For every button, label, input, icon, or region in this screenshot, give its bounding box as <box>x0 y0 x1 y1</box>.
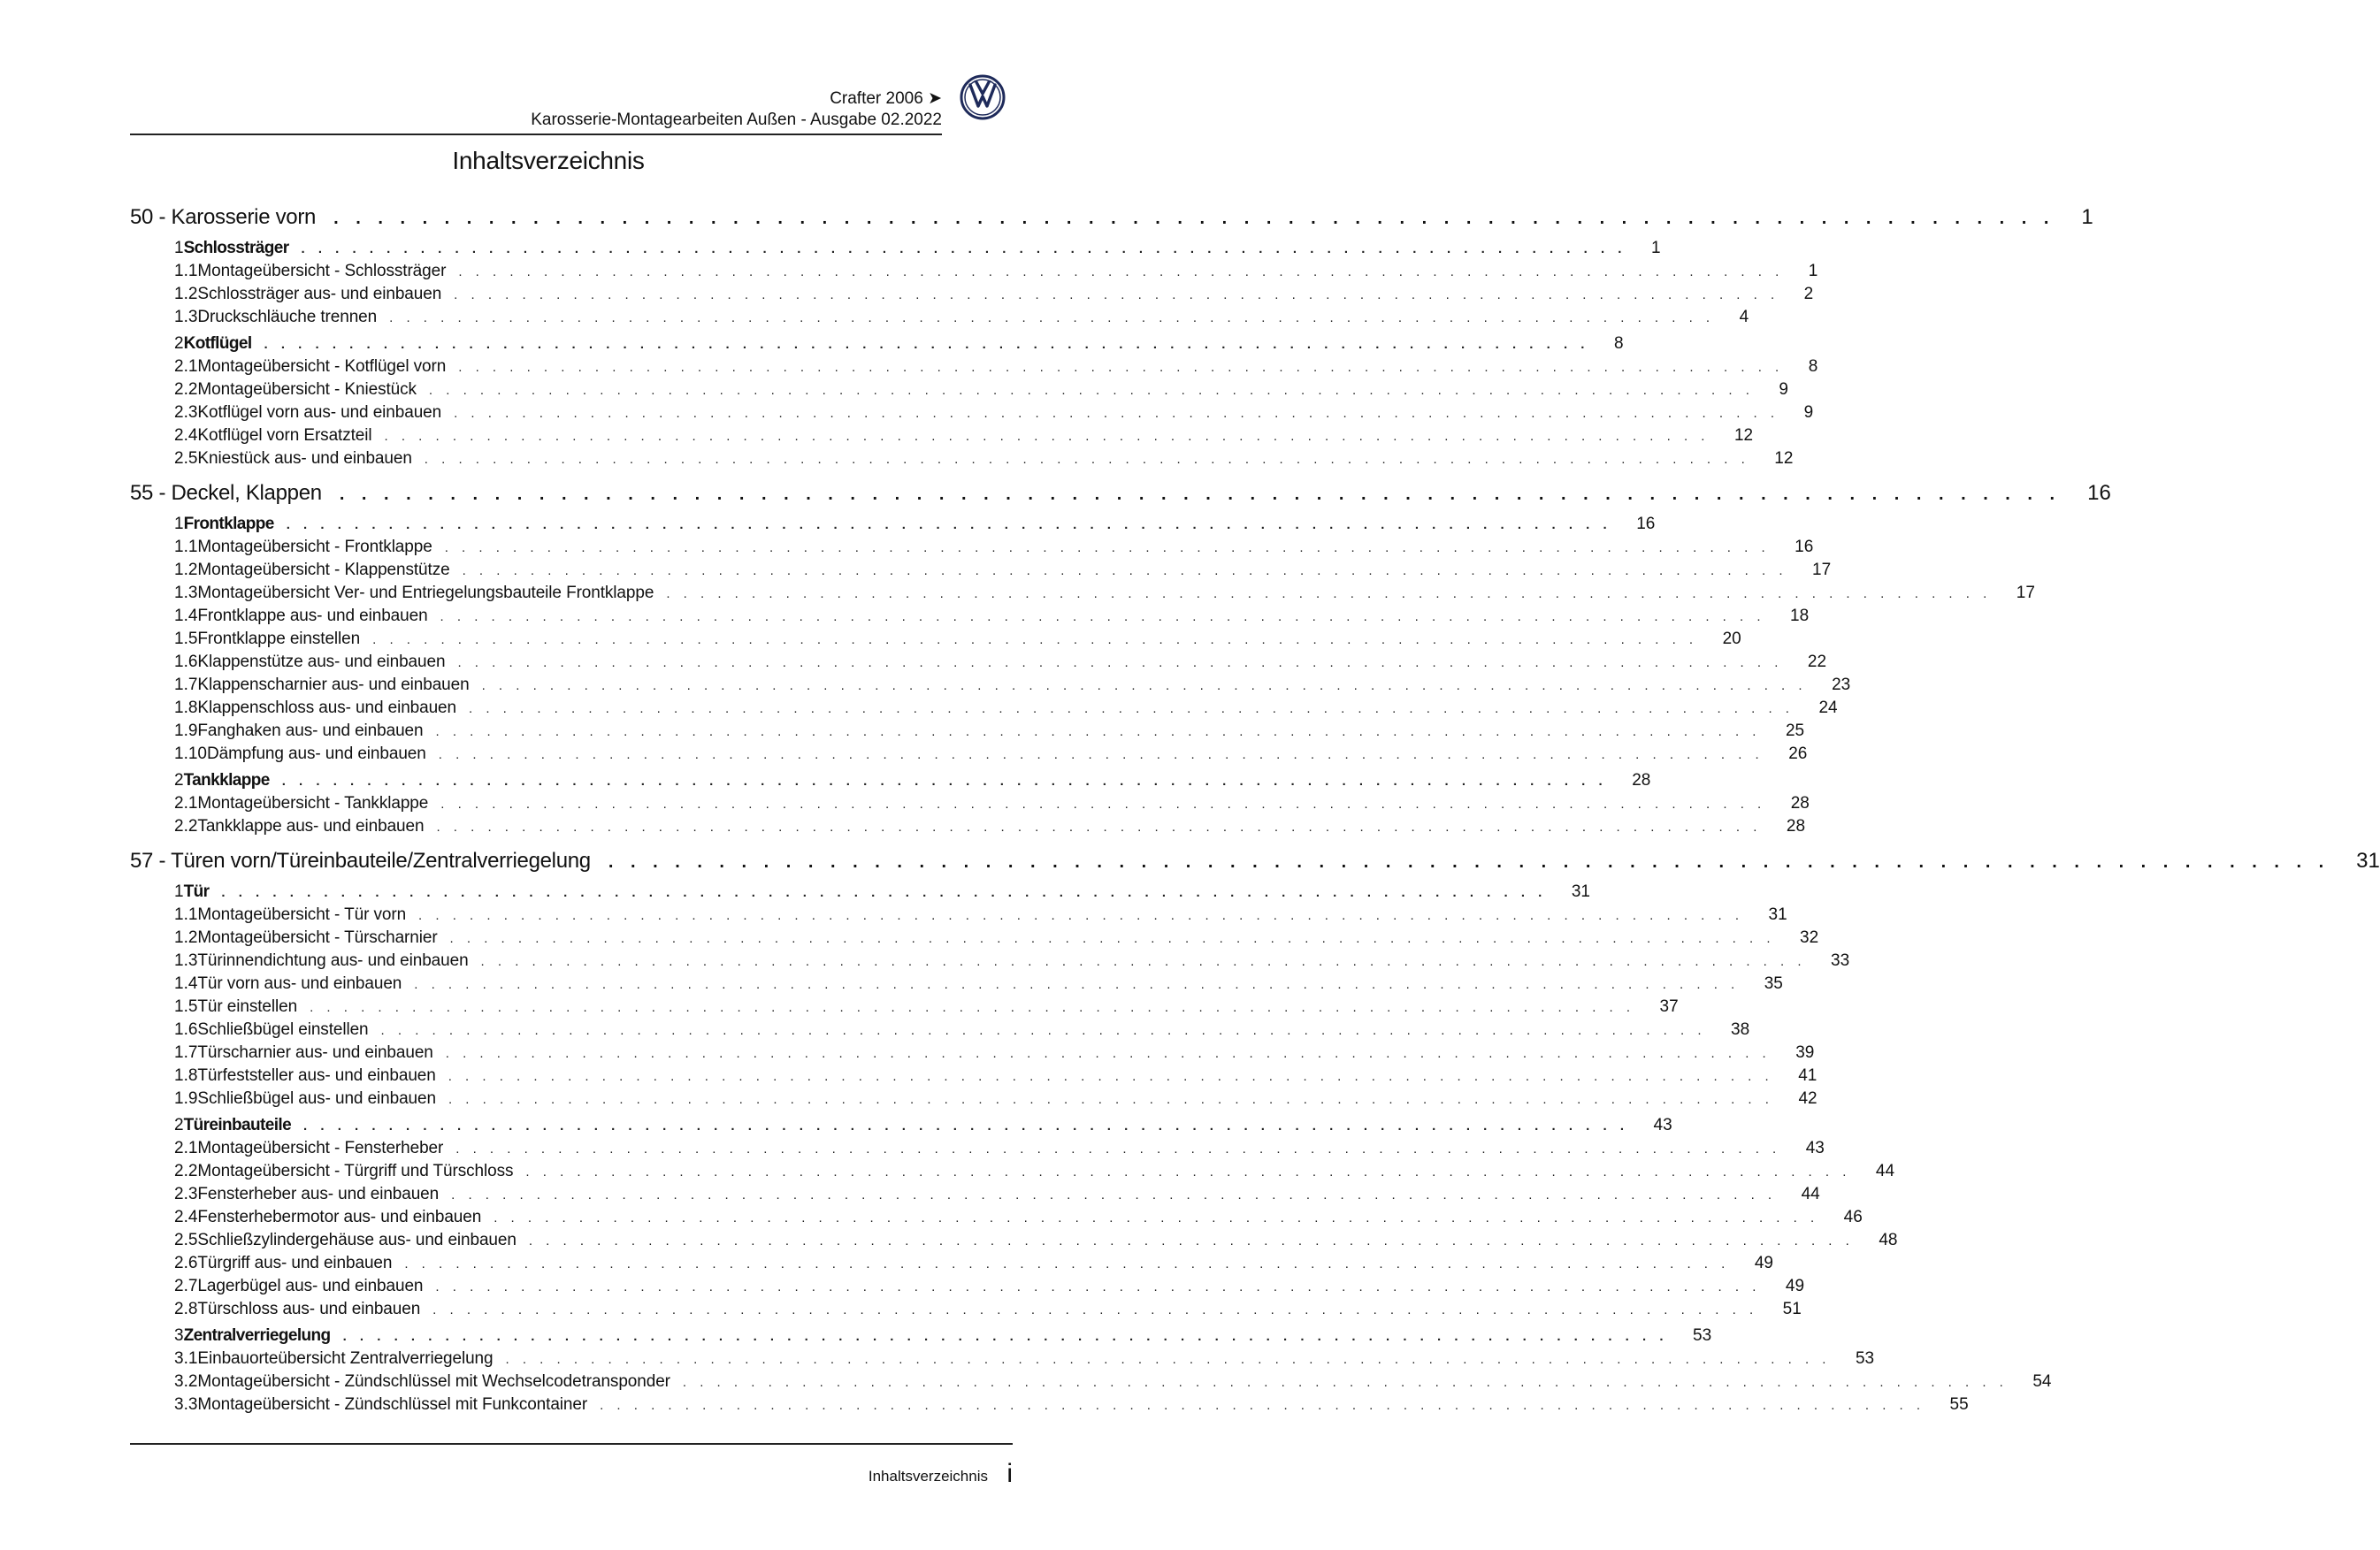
toc-leader-dots: . . . . . . . . . . . . . . . . . . . . . . . . . . . . . . . . . . . . . . . . . . . . . . . . . . . . . . . . . . . . . . . . . . . . . . . . . . . . . . <box>666 586 1992 601</box>
toc-section-number: 1 <box>174 515 184 533</box>
toc-leader-dots: . . . . . . . . . . . . . . . . . . . . . . . . . . . . . . . . . . . . . . . . . . . . . . . . . . . . . . . . . . . . . . . . . . . . . . . . . . . . . . <box>440 609 1766 624</box>
toc-subsection-page: 48 <box>1879 1231 1898 1249</box>
toc-section[interactable] <box>174 771 1651 794</box>
toc-section-number: 1 <box>174 239 184 257</box>
toc-subsection-page: 33 <box>1831 951 1850 970</box>
toc-subsection-title: Schließbügel aus- und einbauen <box>197 1089 436 1108</box>
toc-subsection-number: 1.8 <box>174 1066 198 1085</box>
toc-subsection-number: 1.2 <box>174 928 198 947</box>
toc-subsection-number: 2.1 <box>174 794 198 813</box>
toc-section-number: 3 <box>174 1326 184 1345</box>
toc-subsection-title: Fanghaken aus- und einbauen <box>197 722 424 740</box>
toc-section-page: 28 <box>1632 771 1651 790</box>
toc-subsection-title: Druckschläuche trennen <box>197 308 378 326</box>
toc-leader-dots: . . . . . . . . . . . . . . . . . . . . . . . . . . . . . . . . . . . . . . . . . . . . . . . . . . . . . . . . . . . . . . . . . . . . . . . . . . . . . . <box>436 820 1762 835</box>
toc-subsection-page: 54 <box>2032 1372 2052 1391</box>
toc-subsection-page: 1 <box>1808 262 1818 280</box>
toc-chapter-label: 57 - Türen vorn/Türeinbauteile/Zentralverriegelung <box>130 849 591 873</box>
toc-leader-dots: . . . . . . . . . . . . . . . . . . . . . . . . . . . . . . . . . . . . . . . . . . . . . . . . . . . . . . . . . . . . . . . . . . . . . . . . . . . . . . <box>480 954 1807 969</box>
toc-subsection-number: 2.1 <box>174 1139 198 1157</box>
toc-leader-dots: . . . . . . . . . . . . . . . . . . . . . . . . . . . . . . . . . . . . . . . . . . . . . . . . . . . . . . . . . . . . . . . . . . . . . . . . . . . . . . <box>418 908 1744 923</box>
toc-subsection[interactable] <box>174 817 1806 840</box>
toc-subsection-number: 1.7 <box>174 676 198 694</box>
toc-section[interactable] <box>174 515 1656 538</box>
toc-subsection-title: Montageübersicht - Zündschlüssel mit Wechselcodetransponder <box>197 1372 670 1391</box>
toc-leader-dots: . . . . . . . . . . . . . . . . . . . . . . . . . . . . . . . . . . . . . . . . . . . . . . . . . . . . . . . . . . . . . . . . . . . . . . . . . . . . . . <box>481 678 1808 693</box>
toc-subsection[interactable] <box>174 426 1754 449</box>
toc-subsection-page: 4 <box>1739 308 1749 326</box>
toc-subsection-title: Montageübersicht - Tankklappe <box>197 794 429 813</box>
table-of-contents <box>130 205 2380 1418</box>
toc-leader-dots: . . . . . . . . . . . . . . . . . . . . . . . . . . . . . . . . . . . . . . . . . . . . . . . . . . . . . . . . . . . . . . . . . . . . . . . . . . . . . . <box>449 931 1776 946</box>
header-model: Crafter 2006 ➤ <box>830 89 942 108</box>
toc-subsection-number: 2.6 <box>174 1254 198 1272</box>
toc-subsection-number: 3.2 <box>174 1372 198 1391</box>
toc-section[interactable] <box>174 239 1661 262</box>
toc-subsection-page: 38 <box>1731 1020 1750 1039</box>
toc-leader-dots: . . . . . . . . . . . . . . . . . . . . . . . . . . . . . . . . . . . . . . . . . . . . . . . . . . . . . . . . . . . . . . . . . . . . . . . . . . . . . . <box>528 1233 1855 1248</box>
toc-subsection-number: 2.4 <box>174 1208 198 1226</box>
toc-leader-dots: . . . . . . . . . . . . . . . . . . . . . . . . . . . . . . . . . . . . . . . . . . . . . . . . . . . . . . . . . . . . . . . . . . . . . . . . . . . . . . <box>435 724 1761 739</box>
toc-subsection-title: Montageübersicht - Türscharnier <box>197 928 438 947</box>
toc-leader-dots: . . . . . . . . . . . . . . . . . . . . . . . . . . . . . . . . . . . . . . . . . . . . . . . . . . . . . . . . . . . . . . . . . . . . . . . . . . . . . . <box>462 563 1788 578</box>
toc-subsection[interactable] <box>174 676 1851 699</box>
toc-leader-dots: . . . . . . . . . . . . . . . . . . . . . . . . . . . . . . . . . . . . . . . . . . . . . . . . . . . . . . . . . . . . . . . . . . . . . . . . . . . . . . <box>469 701 1795 716</box>
toc-subsection[interactable] <box>174 1185 1820 1208</box>
toc-subsection-page: 32 <box>1800 928 1819 947</box>
toc-subsection-page: 46 <box>1843 1208 1863 1226</box>
toc-subsection[interactable] <box>174 1043 1815 1066</box>
toc-section-number: 2 <box>174 1116 184 1134</box>
toc-subsection[interactable] <box>174 285 1814 308</box>
toc-leader-dots: . . . . . . . . . . . . . . . . . . . . . . . . . . . . . . . . . . . . . . . . . . . . . . . . . . . . . . . . . . . . . . . . . . . . . . . . . . . . . . <box>682 1375 2009 1390</box>
toc-subsection[interactable] <box>174 584 2035 607</box>
toc-subsection-number: 2.2 <box>174 817 198 836</box>
toc-leader-dots: . . . . . . . . . . . . . . . . . . . . . . . . . . . . . . . . . . . . . . . . . . . . . . . . . . . . . . . . . . . . . . . . . . . . . . . . . . . . . . <box>380 1023 1706 1038</box>
toc-subsection[interactable] <box>174 538 1814 561</box>
toc-chapter-label: 55 - Deckel, Klappen <box>130 481 322 505</box>
toc-section-title: Türeinbauteile <box>183 1116 292 1134</box>
toc-subsection-page: 43 <box>1805 1139 1825 1157</box>
toc-subsection-page: 26 <box>1788 744 1808 763</box>
toc-subsection-title: Montageübersicht - Zündschlüssel mit Funkcontainer <box>197 1395 588 1414</box>
toc-section-title: Frontklappe <box>183 515 274 533</box>
toc-subsection-number: 1.1 <box>174 538 198 556</box>
toc-subsection-number: 1.4 <box>174 974 198 993</box>
toc-subsection-number: 1.4 <box>174 607 198 625</box>
toc-subsection-title: Schlossträger aus- und einbauen <box>197 285 442 303</box>
toc-subsection-page: 23 <box>1832 676 1851 694</box>
toc-leader-dots: . . . . . . . . . . . . . . . . . . . . . . . . . . . . . . . . . . . . . . . . . . . . . . . . . . . . . . . . . . . . . . . . . . . . . . . . . . . . . . <box>303 1119 1629 1134</box>
toc-leader-dots: . . . . . . . . . . . . . . . . . . . . . . . . . . . . . . . . . . . . . . . . . . . . . . . . . . . . . . . . . . . . . . . . . . . . . . . . . . . . . . <box>404 1256 1730 1271</box>
toc-subsection-number: 2.1 <box>174 357 198 376</box>
toc-leader-dots: . . . . . . . . . . . . . . . . . . . . . . . . . . . . . . . . . . . . . . . . . . . . . . . . . . . . . . . . . . . . . . . . . . . . . . . . . . . . . . <box>440 797 1766 812</box>
toc-subsection-number: 1.3 <box>174 308 198 326</box>
toc-section-title: Tür <box>183 882 210 901</box>
toc-subsection-number: 2.2 <box>174 380 198 399</box>
toc-subsection[interactable] <box>174 951 1850 974</box>
toc-subsection-number: 3.3 <box>174 1395 198 1414</box>
toc-chapter-page: 1 <box>2081 205 2093 229</box>
toc-subsection[interactable] <box>174 1349 1875 1372</box>
toc-subsection[interactable] <box>174 403 1814 426</box>
toc-subsection-title: Lagerbügel aus- und einbauen <box>197 1277 424 1295</box>
toc-subsection[interactable] <box>174 1066 1818 1089</box>
toc-leader-dots: . . . . . . . . . . . . . . . . . . . . . . . . . . . . . . . . . . . . . . . . . . . . . . . . . . . . . . . . . . . . . . . . . . . . . . . . . . . . . . <box>600 1398 1925 1413</box>
toc-subsection-title: Türinnendichtung aus- und einbauen <box>197 951 469 970</box>
toc-chapter[interactable] <box>130 205 2093 235</box>
toc-subsection-title: Kniestück aus- und einbauen <box>197 449 412 468</box>
toc-section-title: Tankklappe <box>183 771 270 790</box>
toc-subsection-page: 24 <box>1818 699 1838 717</box>
toc-leader-dots: . . . . . . . . . . . . . . . . . . . . . . . . . . . . . . . . . . . . . . . . . . . . . . . . . . . . . . . . . . . . . . . . . . . . . . . . . . . . . . <box>438 747 1764 762</box>
toc-subsection-number: 1.10 <box>174 744 207 763</box>
toc-leader-dots: . . . . . . . . . . . . . . . . . . . . . . . . . . . . . . . . . . . . . . . . . . . . . . . . . . . . . . . . . . . . . . . . . . . . . . . . . . . . . . <box>448 1092 1774 1107</box>
toc-subsection-title: Montageübersicht - Kniestück <box>197 380 417 399</box>
toc-subsection-number: 1.6 <box>174 1020 198 1039</box>
toc-subsection-title: Montageübersicht - Schlossträger <box>197 262 447 280</box>
toc-subsection-number: 1.5 <box>174 997 198 1016</box>
toc-section-number: 2 <box>174 334 184 353</box>
toc-subsection[interactable] <box>174 699 1838 722</box>
toc-subsection[interactable] <box>174 1162 1895 1185</box>
toc-subsection-number: 2.3 <box>174 403 198 422</box>
toc-subsection[interactable] <box>174 1372 2052 1395</box>
toc-subsection-title: Kotflügel vorn aus- und einbauen <box>197 403 442 422</box>
toc-subsection-number: 1.6 <box>174 653 198 671</box>
toc-subsection[interactable] <box>174 380 1788 403</box>
toc-subsection[interactable] <box>174 1254 1773 1277</box>
header-subtitle: Karosserie-Montagearbeiten Außen - Ausgabe 02.2022 <box>531 111 942 129</box>
footer-page-number: i <box>1006 1459 1013 1488</box>
toc-section[interactable] <box>174 882 1590 905</box>
toc-subsection-title: Klappenstütze aus- und einbauen <box>197 653 446 671</box>
toc-subsection-title: Tankklappe aus- und einbauen <box>197 817 425 836</box>
toc-subsection-title: Dämpfung aus- und einbauen <box>206 744 426 763</box>
toc-subsection[interactable] <box>174 1020 1750 1043</box>
toc-subsection-title: Montageübersicht - Klappenstütze <box>197 561 450 579</box>
toc-section-page: 1 <box>1650 239 1661 257</box>
toc-subsection-page: 42 <box>1798 1089 1818 1108</box>
toc-subsection-page: 41 <box>1798 1066 1818 1085</box>
toc-section-title: Zentralverriegelung <box>183 1326 331 1345</box>
toc-leader-dots: . . . . . . . . . . . . . . . . . . . . . . . . . . . . . . . . . . . . . . . . . . . . . . . . . . . . . . . . . . . . . . . . . . . . . . . . . . . . . . <box>505 1352 1831 1367</box>
toc-subsection-page: 28 <box>1786 817 1806 836</box>
toc-subsection-page: 20 <box>1722 630 1741 648</box>
toc-subsection[interactable] <box>174 794 1810 817</box>
toc-leader-dots: . . . . . . . . . . . . . . . . . . . . . . . . . . . . . . . . . . . . . . . . . . . . . . . . . . . . . . . . . . . . . . . . . . . . . . . . . . . . . . <box>221 885 1547 900</box>
toc-subsection[interactable] <box>174 1139 1825 1162</box>
toc-leader-dots: . . . . . . . . . . . . . . . . . . . . . . . . . . . . . . . . . . . . . . . . . . . . . . . . . . . . . . . . . . . . . . . . . . . . . . . . . . . . . . <box>301 241 1626 256</box>
toc-subsection-page: 9 <box>1803 403 1814 422</box>
toc-leader-dots: . . . . . . . . . . . . . . . . . . . . . . . . . . . . . . . . . . . . . . . . . . . . . . . . . . . . . . . . . . . . . . . . . . . . . . . . . . . . . . <box>333 209 2055 228</box>
toc-section-page: 53 <box>1693 1326 1712 1345</box>
toc-subsection[interactable] <box>174 1277 1805 1300</box>
toc-leader-dots: . . . . . . . . . . . . . . . . . . . . . . . . . . . . . . . . . . . . . . . . . . . . . . . . . . . . . . . . . . . . . . . . . . . . . . . . . . . . . . <box>342 1329 1669 1344</box>
toc-subsection-number: 1.3 <box>174 584 198 602</box>
toc-subsection-title: Kotflügel vorn Ersatzteil <box>197 426 372 445</box>
toc-leader-dots: . . . . . . . . . . . . . . . . . . . . . . . . . . . . . . . . . . . . . . . . . . . . . . . . . . . . . . . . . . . . . . . . . . . . . . . . . . . . . . <box>281 774 1608 789</box>
toc-subsection-number: 2.8 <box>174 1300 198 1318</box>
toc-subsection-title: Fensterhebermotor aus- und einbauen <box>197 1208 482 1226</box>
toc-subsection-page: 49 <box>1785 1277 1805 1295</box>
toc-leader-dots: . . . . . . . . . . . . . . . . . . . . . . . . . . . . . . . . . . . . . . . . . . . . . . . . . . . . . . . . . . . . . . . . . . . . . . . . . . . . . . <box>414 977 1740 992</box>
toc-subsection-page: 17 <box>1812 561 1832 579</box>
toc-subsection-title: Montageübersicht - Frontklappe <box>197 538 432 556</box>
toc-section-page: 31 <box>1571 882 1590 901</box>
toc-subsection-title: Montageübersicht Ver- und Entriegelungsbauteile Frontklappe <box>197 584 654 602</box>
toc-subsection-number: 1.7 <box>174 1043 198 1062</box>
toc-subsection-number: 2.3 <box>174 1185 198 1203</box>
toc-leader-dots: . . . . . . . . . . . . . . . . . . . . . . . . . . . . . . . . . . . . . . . . . . . . . . . . . . . . . . . . . . . . . . . . . . . . . . . . . . . . . . <box>451 1187 1777 1203</box>
toc-subsection-page: 17 <box>2016 584 2035 602</box>
toc-subsection-page: 9 <box>1779 380 1788 399</box>
toc-leader-dots: . . . . . . . . . . . . . . . . . . . . . . . . . . . . . . . . . . . . . . . . . . . . . . . . . . . . . . . . . . . . . . . . . . . . . . . . . . . . . . <box>458 360 1784 375</box>
toc-subsection-title: Türscharnier aus- und einbauen <box>197 1043 433 1062</box>
toc-subsection-page: 37 <box>1659 997 1679 1016</box>
toc-subsection-title: Montageübersicht - Türgriff und Türschloss <box>197 1162 514 1180</box>
toc-subsection[interactable] <box>174 928 1819 951</box>
toc-section[interactable] <box>174 1326 1712 1349</box>
toc-subsection[interactable] <box>174 449 1794 472</box>
toc-leader-dots: . . . . . . . . . . . . . . . . . . . . . . . . . . . . . . . . . . . . . . . . . . . . . . . . . . . . . . . . . . . . . . . . . . . . . . . . . . . . . . <box>264 337 1589 352</box>
toc-leader-dots: . . . . . . . . . . . . . . . . . . . . . . . . . . . . . . . . . . . . . . . . . . . . . . . . . . . . . . . . . . . . . . . . . . . . . . . . . . . . . . <box>286 517 1612 532</box>
toc-section-number: 2 <box>174 771 184 790</box>
toc-leader-dots: . . . . . . . . . . . . . . . . . . . . . . . . . . . . . . . . . . . . . . . . . . . . . . . . . . . . . . . . . . . . . . . . . . . . . . . . . . . . . . <box>525 1164 1851 1180</box>
toc-subsection-page: 8 <box>1808 357 1818 376</box>
toc-subsection-page: 44 <box>1875 1162 1895 1180</box>
toc-subsection[interactable] <box>174 744 1808 767</box>
toc-subsection-number: 2.2 <box>174 1162 198 1180</box>
toc-subsection-title: Schließzylindergehäuse aus- und einbauen <box>197 1231 517 1249</box>
toc-subsection[interactable] <box>174 1208 1863 1231</box>
toc-subsection-page: 51 <box>1782 1300 1802 1318</box>
toc-subsection-number: 1.1 <box>174 905 198 924</box>
toc-leader-dots: . . . . . . . . . . . . . . . . . . . . . . . . . . . . . . . . . . . . . . . . . . . . . . . . . . . . . . . . . . . . . . . . . . . . . . . . . . . . . . <box>494 1210 1819 1225</box>
toc-subsection-title: Montageübersicht - Kotflügel vorn <box>197 357 447 376</box>
toc-subsection-number: 1.9 <box>174 1089 198 1108</box>
toc-subsection-page: 16 <box>1795 538 1814 556</box>
toc-subsection[interactable] <box>174 1231 1898 1254</box>
toc-chapter-label: 50 - Karosserie vorn <box>130 205 317 229</box>
toc-section-number: 1 <box>174 882 184 901</box>
toc-subsection-number: 1.1 <box>174 262 198 280</box>
toc-leader-dots: . . . . . . . . . . . . . . . . . . . . . . . . . . . . . . . . . . . . . . . . . . . . . . . . . . . . . . . . . . . . . . . . . . . . . . . . . . . . . . <box>339 485 2062 504</box>
toc-subsection-number: 1.5 <box>174 630 198 648</box>
toc-leader-dots: . . . . . . . . . . . . . . . . . . . . . . . . . . . . . . . . . . . . . . . . . . . . . . . . . . . . . . . . . . . . . . . . . . . . . . . . . . . . . . <box>372 632 1698 647</box>
toc-subsection-number: 1.3 <box>174 951 198 970</box>
toc-subsection[interactable] <box>174 607 1810 630</box>
toc-chapter[interactable] <box>130 481 2111 511</box>
toc-leader-dots: . . . . . . . . . . . . . . . . . . . . . . . . . . . . . . . . . . . . . . . . . . . . . . . . . . . . . . . . . . . . . . . . . . . . . . . . . . . . . . <box>455 1142 1781 1157</box>
toc-subsection-title: Klappenscharnier aus- und einbauen <box>197 676 470 694</box>
toc-subsection-title: Frontklappe einstellen <box>197 630 361 648</box>
toc-subsection-page: 31 <box>1768 905 1787 924</box>
toc-subsection-title: Türgriff aus- und einbauen <box>197 1254 393 1272</box>
toc-subsection-title: Fensterheber aus- und einbauen <box>197 1185 440 1203</box>
toc-leader-dots: . . . . . . . . . . . . . . . . . . . . . . . . . . . . . . . . . . . . . . . . . . . . . . . . . . . . . . . . . . . . . . . . . . . . . . . . . . . . . . <box>428 383 1755 398</box>
toc-leader-dots: . . . . . . . . . . . . . . . . . . . . . . . . . . . . . . . . . . . . . . . . . . . . . . . . . . . . . . . . . . . . . . . . . . . . . . . . . . . . . . <box>384 429 1710 444</box>
toc-subsection-page: 44 <box>1801 1185 1820 1203</box>
toc-subsection-page: 28 <box>1790 794 1810 813</box>
toc-subsection[interactable] <box>174 905 1787 928</box>
toc-subsection[interactable] <box>174 262 1818 285</box>
toc-leader-dots: . . . . . . . . . . . . . . . . . . . . . . . . . . . . . . . . . . . . . . . . . . . . . . . . . . . . . . . . . . . . . . . . . . . . . . . . . . . . . . <box>445 1046 1772 1061</box>
page-header <box>130 85 942 135</box>
toc-subsection-title: Türschloss aus- und einbauen <box>197 1300 421 1318</box>
toc-leader-dots: . . . . . . . . . . . . . . . . . . . . . . . . . . . . . . . . . . . . . . . . . . . . . . . . . . . . . . . . . . . . . . . . . . . . . . . . . . . . . . <box>444 540 1771 555</box>
toc-subsection-page: 53 <box>1855 1349 1875 1368</box>
toc-leader-dots: . . . . . . . . . . . . . . . . . . . . . . . . . . . . . . . . . . . . . . . . . . . . . . . . . . . . . . . . . . . . . . . . . . . . . . . . . . . . . . <box>454 406 1779 421</box>
toc-section-title: Schlossträger <box>183 239 289 257</box>
toc-subsection-title: Montageübersicht - Tür vorn <box>197 905 407 924</box>
toc-subsection-title: Schließbügel einstellen <box>197 1020 369 1039</box>
toc-subsection-page: 55 <box>1949 1395 1969 1414</box>
page-title: Inhaltsverzeichnis <box>452 147 645 174</box>
toc-leader-dots: . . . . . . . . . . . . . . . . . . . . . . . . . . . . . . . . . . . . . . . . . . . . . . . . . . . . . . . . . . . . . . . . . . . . . . . . . . . . . . <box>389 310 1715 325</box>
toc-subsection-page: 18 <box>1790 607 1810 625</box>
toc-subsection[interactable] <box>174 1089 1818 1112</box>
toc-subsection-page: 2 <box>1803 285 1814 303</box>
toc-section-page: 8 <box>1613 334 1624 353</box>
toc-subsection-number: 1.2 <box>174 285 198 303</box>
toc-section[interactable] <box>174 1116 1672 1139</box>
toc-subsection-number: 3.1 <box>174 1349 198 1368</box>
toc-subsection-number: 2.4 <box>174 426 198 445</box>
toc-chapter-page: 16 <box>2087 481 2111 505</box>
toc-section-page: 16 <box>1636 515 1656 533</box>
toc-leader-dots: . . . . . . . . . . . . . . . . . . . . . . . . . . . . . . . . . . . . . . . . . . . . . . . . . . . . . . . . . . . . . . . . . . . . . . . . . . . . . . <box>608 852 2330 872</box>
toc-subsection-title: Türfeststeller aus- und einbauen <box>197 1066 436 1085</box>
page-footer <box>130 1443 1013 1488</box>
toc-subsection-number: 2.7 <box>174 1277 198 1295</box>
vw-logo-icon <box>960 74 1006 120</box>
toc-section-title: Kotflügel <box>183 334 252 353</box>
toc-subsection-title: Tür einstellen <box>197 997 298 1016</box>
toc-leader-dots: . . . . . . . . . . . . . . . . . . . . . . . . . . . . . . . . . . . . . . . . . . . . . . . . . . . . . . . . . . . . . . . . . . . . . . . . . . . . . . <box>454 287 1779 302</box>
toc-leader-dots: . . . . . . . . . . . . . . . . . . . . . . . . . . . . . . . . . . . . . . . . . . . . . . . . . . . . . . . . . . . . . . . . . . . . . . . . . . . . . . <box>310 1000 1635 1015</box>
toc-chapter-page: 31 <box>2356 849 2380 873</box>
toc-subsection-page: 39 <box>1795 1043 1815 1062</box>
toc-subsection-title: Klappenschloss aus- und einbauen <box>197 699 456 717</box>
toc-subsection[interactable] <box>174 308 1749 331</box>
toc-subsection-title: Montageübersicht - Fensterheber <box>197 1139 444 1157</box>
toc-subsection-number: 2.5 <box>174 1231 198 1249</box>
toc-subsection[interactable] <box>174 722 1805 744</box>
toc-subsection-page: 49 <box>1754 1254 1773 1272</box>
toc-subsection-number: 1.2 <box>174 561 198 579</box>
toc-subsection[interactable] <box>174 1300 1802 1323</box>
toc-subsection-title: Frontklappe aus- und einbauen <box>197 607 428 625</box>
toc-subsection-number: 1.8 <box>174 699 198 717</box>
toc-subsection[interactable] <box>174 357 1818 380</box>
toc-subsection-title: Tür vorn aus- und einbauen <box>197 974 402 993</box>
toc-subsection-page: 22 <box>1807 653 1827 671</box>
toc-subsection[interactable] <box>174 997 1679 1020</box>
toc-subsection[interactable] <box>174 630 1741 653</box>
toc-section[interactable] <box>174 334 1624 357</box>
toc-section-page: 43 <box>1653 1116 1672 1134</box>
toc-subsection-number: 2.5 <box>174 449 198 468</box>
toc-leader-dots: . . . . . . . . . . . . . . . . . . . . . . . . . . . . . . . . . . . . . . . . . . . . . . . . . . . . . . . . . . . . . . . . . . . . . . . . . . . . . . <box>424 452 1750 467</box>
toc-subsection[interactable] <box>174 1395 1969 1418</box>
toc-leader-dots: . . . . . . . . . . . . . . . . . . . . . . . . . . . . . . . . . . . . . . . . . . . . . . . . . . . . . . . . . . . . . . . . . . . . . . . . . . . . . . <box>458 264 1784 279</box>
toc-subsection[interactable] <box>174 653 1827 676</box>
toc-subsection-page: 35 <box>1764 974 1783 993</box>
footer-label: Inhaltsverzeichnis <box>868 1468 988 1485</box>
toc-subsection-page: 25 <box>1785 722 1805 740</box>
toc-subsection[interactable] <box>174 974 1783 997</box>
toc-subsection-title: Einbauorteübersicht Zentralverriegelung <box>197 1349 494 1368</box>
toc-subsection[interactable] <box>174 561 1832 584</box>
toc-leader-dots: . . . . . . . . . . . . . . . . . . . . . . . . . . . . . . . . . . . . . . . . . . . . . . . . . . . . . . . . . . . . . . . . . . . . . . . . . . . . . . <box>448 1069 1774 1084</box>
toc-subsection-number: 1.9 <box>174 722 198 740</box>
toc-chapter[interactable] <box>130 849 2380 879</box>
toc-subsection-page: 12 <box>1733 426 1754 445</box>
toc-leader-dots: . . . . . . . . . . . . . . . . . . . . . . . . . . . . . . . . . . . . . . . . . . . . . . . . . . . . . . . . . . . . . . . . . . . . . . . . . . . . . . <box>457 655 1783 670</box>
toc-leader-dots: . . . . . . . . . . . . . . . . . . . . . . . . . . . . . . . . . . . . . . . . . . . . . . . . . . . . . . . . . . . . . . . . . . . . . . . . . . . . . . <box>435 1279 1761 1294</box>
toc-leader-dots: . . . . . . . . . . . . . . . . . . . . . . . . . . . . . . . . . . . . . . . . . . . . . . . . . . . . . . . . . . . . . . . . . . . . . . . . . . . . . . <box>432 1302 1758 1317</box>
toc-subsection-page: 12 <box>1774 449 1794 468</box>
